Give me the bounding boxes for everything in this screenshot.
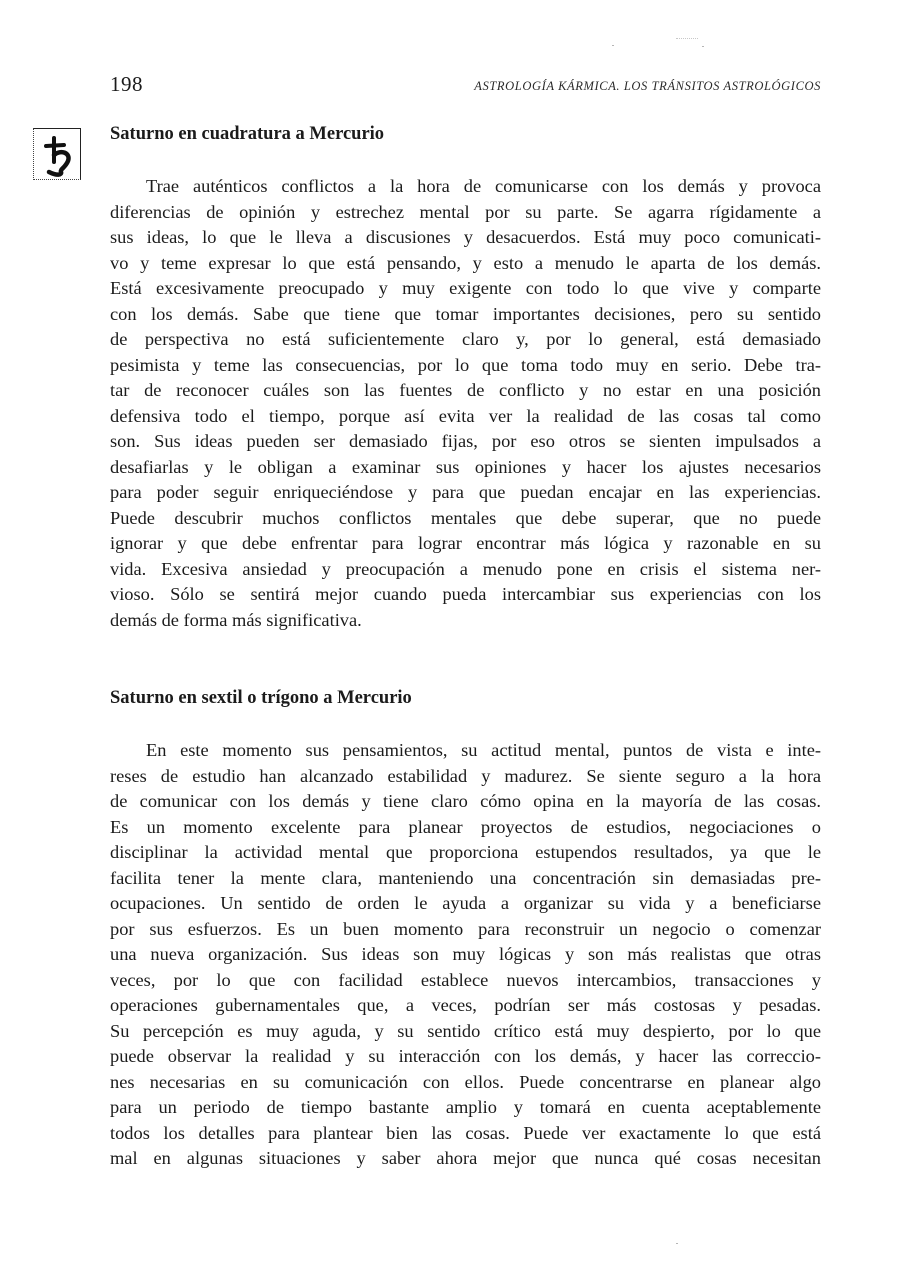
scan-speck xyxy=(612,45,614,46)
text-line: diferencias de opinión y estrechez mental por su parte. Se agarra rígidamente a xyxy=(110,201,821,222)
text-line: vo y teme expresar lo que está pensando, y esto a menudo le aparta de los demás. xyxy=(110,252,821,273)
text-line: Está excesivamente preocupado y muy exigente con todo lo que vive y comparte xyxy=(110,278,821,298)
section-body xyxy=(110,174,821,633)
text-line: mal en algunas situaciones y saber ahora mejor que nunca qué cosas necesitan xyxy=(110,1148,821,1168)
text-line: Su percepción es muy aguda, y su sentido crítico está muy despierto, por lo que xyxy=(110,1020,821,1041)
saturn-glyph-icon xyxy=(34,129,82,181)
page-number: 198 xyxy=(110,72,143,96)
text-line: puede observar la realidad y su interacción con los demás, y hacer las correccio- xyxy=(110,1046,821,1066)
scan-speck xyxy=(676,1243,678,1244)
text-line: tar de reconocer cuáles son las fuentes de conflicto y no estar en una posición xyxy=(110,380,821,400)
text-line: ignorar y que debe enfrentar para lograr encontrar más lógica y razonable en su xyxy=(110,533,821,553)
section-heading: Saturno en cuadratura a Mercurio xyxy=(110,124,385,144)
text-line: por sus esfuerzos. Es un buen momento para reconstruir un negocio o comenzar xyxy=(110,918,821,939)
text-line: de comunicar con los demás y tiene claro cómo opina en la mayoría de las cosas. xyxy=(110,791,821,811)
margin-symbol-box xyxy=(33,128,81,180)
text-line: desafiarlas y le obligan a examinar sus opiniones y hacer los ajustes necesarios xyxy=(110,456,821,477)
text-line: Trae auténticos conflictos a la hora de comunicarse con los demás y provoca xyxy=(146,176,821,196)
text-line: disciplinar la actividad mental que proporciona estupendos resultados, ya que le xyxy=(110,842,821,862)
text-line: para poder seguir enriqueciéndose y para que puedan encajar en las experiencias. xyxy=(110,482,821,502)
text-line: de perspectiva no está suficientemente claro y, por lo general, está demasiado xyxy=(110,329,821,349)
text-line: nes necesarias en su comunicación con ellos. Puede concentrarse en planear algo xyxy=(110,1071,821,1092)
text-line: Puede descubrir muchos conflictos mentales que debe superar, que no puede xyxy=(110,507,821,528)
text-line: una nueva organización. Sus ideas son muy lógicas y son más realistas que otras xyxy=(110,944,821,964)
text-line: facilita tener la mente clara, manteniendo una concentración sin demasiadas pre- xyxy=(110,867,821,888)
text-line: vioso. Sólo se sentirá mejor cuando pueda intercambiar sus experiencias con los xyxy=(110,584,821,604)
text-line: todos los detalles para plantear bien las cosas. Puede ver exactamente lo que está xyxy=(110,1122,821,1143)
text-line: En este momento sus pensamientos, su actitud mental, puntos de vista e inte- xyxy=(146,740,821,760)
section-body xyxy=(110,738,821,1172)
text-line: vida. Excesiva ansiedad y preocupación a menudo pone en crisis el sistema ner- xyxy=(110,558,821,579)
text-line: son. Sus ideas pueden ser demasiado fijas, por eso otros se sienten impulsados a xyxy=(110,431,821,451)
text-line: para un periodo de tiempo bastante amplio y tomará en cuenta aceptablemente xyxy=(110,1097,821,1117)
text-line: demás de forma más significativa. xyxy=(110,609,362,630)
text-line: operaciones gubernamentales que, a veces, podrían ser más costosas y pesadas. xyxy=(110,995,821,1015)
text-line: ocupaciones. Un sentido de orden le ayuda a organizar su vida y a beneficiarse xyxy=(110,893,821,913)
text-line: veces, por lo que con facilidad establece nuevos intercambios, transacciones y xyxy=(110,969,821,990)
text-line: defensiva todo el tiempo, porque así evita ver la realidad de las cosas tal como xyxy=(110,405,821,426)
text-line: pesimista y teme las consecuencias, por lo que toma todo muy en serio. Debe tra- xyxy=(110,354,821,375)
section-heading: Saturno en sextil o trígono a Mercurio xyxy=(110,688,412,708)
scan-speck xyxy=(702,46,704,47)
scan-speck xyxy=(676,38,698,40)
running-header: ASTROLOGÍA KÁRMICA. LOS TRÁNSITOS ASTROLÓGICOS xyxy=(474,79,821,93)
text-line: Es un momento excelente para planear proyectos de estudios, negociaciones o xyxy=(110,816,821,837)
text-line: con los demás. Sabe que tiene que tomar importantes decisiones, pero su sentido xyxy=(110,303,821,324)
text-line: reses de estudio han alcanzado estabilidad y madurez. Se siente seguro a la hora xyxy=(110,765,821,786)
text-line: sus ideas, lo que le lleva a discusiones y desacuerdos. Está muy poco comunicati- xyxy=(110,227,821,247)
